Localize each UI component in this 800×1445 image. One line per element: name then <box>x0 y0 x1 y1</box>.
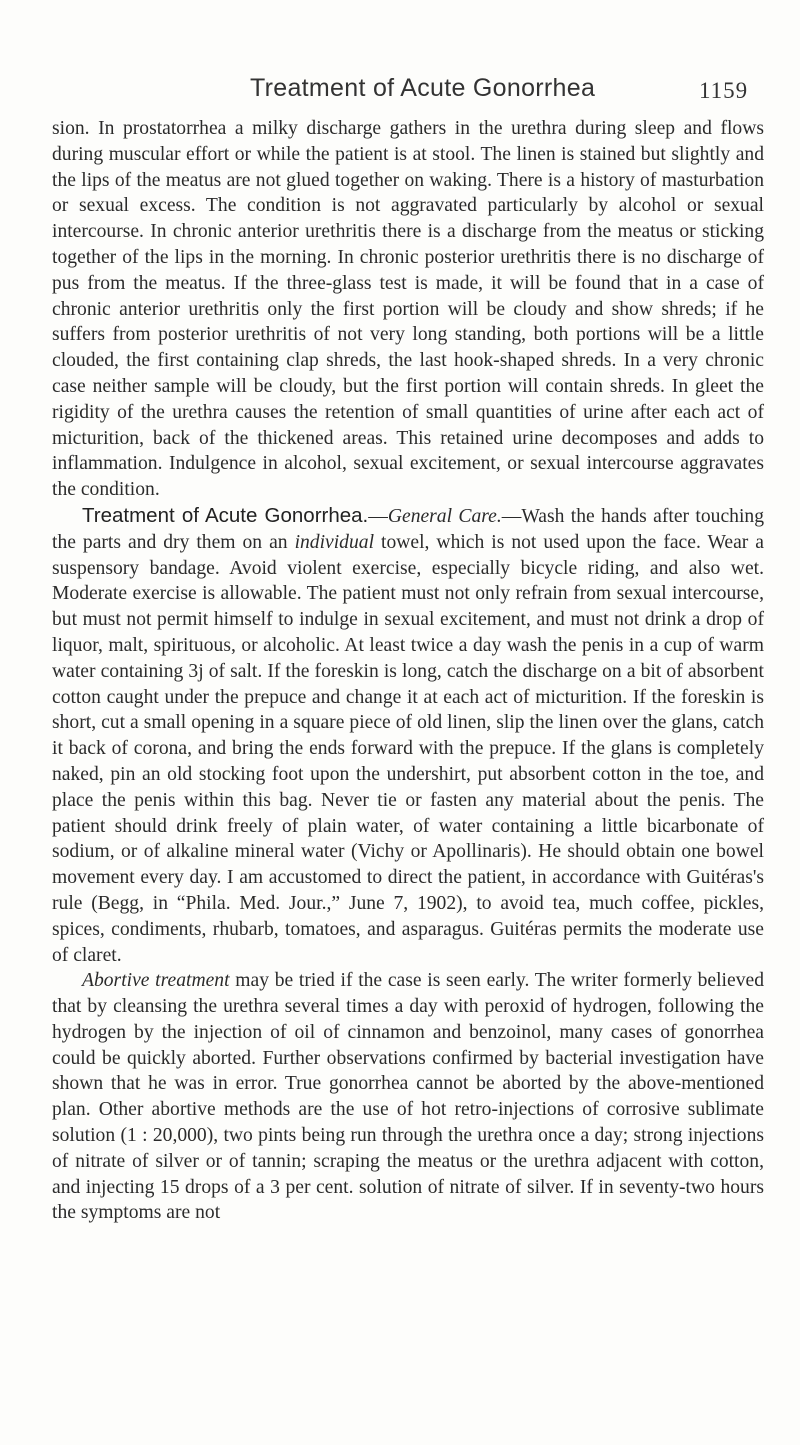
page-number: 1159 <box>699 78 749 103</box>
dash: — <box>501 505 522 527</box>
body-text <box>52 116 764 1226</box>
paragraph-abortive-treatment <box>52 968 764 1226</box>
paragraph-lead: Abortive treatment <box>82 970 230 992</box>
paragraph-text: Wash the hands after touching the parts and dry them on an <box>52 505 764 553</box>
emphasis-text: individual <box>294 531 375 553</box>
section-heading: Treatment of Acute Gonorrhea. <box>82 503 369 527</box>
paragraph-differential-diagnosis: sion. In prostatorrhea a milky discharge gathers in the urethra during sleep and flows during muscular effort or while the patient is at stool. The linen is stained but slightly and the lips of the meatus are not glued together on waking. There is a history of masturbation or sexual excess. The condition is not aggravated particularly by alcohol or sexual intercourse. In chronic anterior urethritis there is a discharge from the meatus or sticking together of the lips in the morning. In chronic posterior urethritis there is no discharge of pus from the meatus. If the three-glass test is made, it will be found that in a case of chronic anterior urethritis only the first portion will be cloudy and show shreds; if he suffers from posterior urethritis of not very long standing, both portions will be a little clouded, the first containing clap shreds, the last hook-shaped shreds. In a very chronic case neither sample will be cloudy, but the first portion will contain shreds. In gleet the rigidity of the urethra causes the retention of small quantities of urine after each act of micturition, back of the thickened areas. This retained urine decomposes and adds to inflammation. Indulgence in alcohol, sexual excitement, or sexual intercourse aggravates the condition. <box>52 118 764 501</box>
dash: — <box>368 505 388 527</box>
running-head-title: Treatment of Acute Gonorrhea <box>250 74 596 102</box>
subsection-heading: General Care. <box>387 505 502 527</box>
paragraph-general-care <box>52 503 764 968</box>
paragraph-text: towel, which is not used upon the face. Wear a suspensory bandage. Avoid violent exercise, especially bicycle riding, and also wet. Moderate exercise is allowable. The patient must not only refrain from sexual intercourse, but must not permit himself to indulge in sexual excitement, and must not drink a drop of liquor, malt, spirituous, or alcoholic. At least twice a day wash the penis in a cup of warm water containing 3j of salt. If the foreskin is long, catch the discharge on a bit of absorbent cotton caught under the prepuce and change it at each act of micturition. If the foreskin is short, cut a small opening in a square piece of old linen, slip the linen over the glans, catch it back of corona, and bring the ends forward with the prepuce. If the glans is completely naked, pin an old stocking foot upon the undershirt, put absorbent cotton in the toe, and place the penis within this bag. Never tie or fasten any material about the penis. The patient should drink freely of plain water, of water containing a little bicarbonate of sodium, or of alkaline mineral water (Vichy or Apollinaris). He should obtain one bowel movement every day. I am accustomed to direct the patient, in accordance with Guitéras's rule (Begg, in “Phila. Med. Jour.,” June 7, 1902), to avoid tea, much coffee, pickles, spices, condiments, rhubarb, tomatoes, and asparagus. Guitéras permits the moderate use of claret. <box>52 531 764 966</box>
paragraph-text: may be tried if the case is seen early. The writer formerly believed that by cleansing the urethra several times a day with peroxid of hydrogen, following the hydrogen by the injection of oil of cinnamon and benzoinol, many cases of gonorrhea could be quickly aborted. Further observations confirmed by bacterial investigation have shown that he was in error. True gonorrhea cannot be aborted by the above-mentioned plan. Other abortive methods are the use of hot retro-injections of corrosive sublimate solution (1 : 20,000), two pints being run through the urethra once a day; strong injections of nitrate of silver or of tannin; scraping the meatus or the urethra adjacent with cotton, and injecting 15 drops of a 3 per cent. solution of nitrate of silver. If in seventy-two hours the symptoms are not <box>52 970 764 1224</box>
